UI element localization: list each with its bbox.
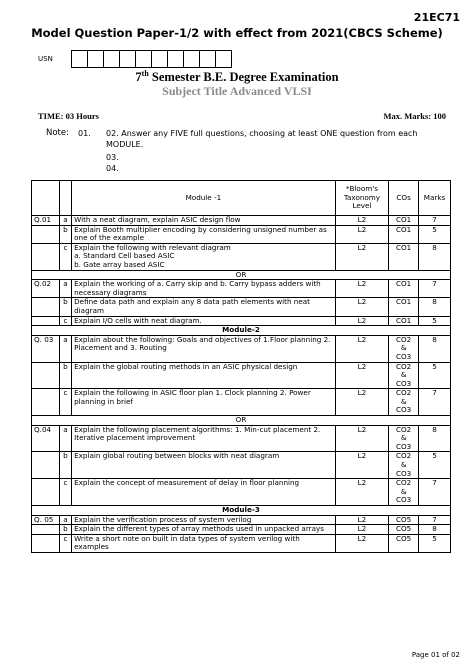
exam-time: TIME: 03 Hours <box>38 111 99 121</box>
course-outcome: CO2 & CO3 <box>389 335 419 362</box>
note-item-04: 04. <box>106 164 119 173</box>
question-number <box>32 452 60 479</box>
note-item-02: 02. Answer any FIVE full questions, choosing at least ONE question from each MODULE. <box>106 129 418 149</box>
question-row <box>32 362 451 389</box>
semester-number: 7 <box>135 70 142 85</box>
course-outcome: CO1 <box>389 225 419 243</box>
usn-box[interactable] <box>199 50 216 68</box>
subject-title: Subject Title Advanced VLSI <box>162 84 312 98</box>
bloom-level: L2 <box>335 298 389 316</box>
bloom-level: L2 <box>335 316 389 326</box>
question-part: b <box>59 298 71 316</box>
question-number <box>32 298 60 316</box>
question-row <box>32 534 451 552</box>
note-label: Note: <box>46 128 69 138</box>
paper-title: Model Question Paper-1/2 with effect from 2021(CBCS Scheme) <box>31 26 443 40</box>
note-item-03: 03. <box>106 153 119 162</box>
question-marks: 5 <box>419 362 451 389</box>
question-marks: 8 <box>419 335 451 362</box>
question-text: Explain the following placement algorithms: 1. Min-cut placement 2. Iterative placement improvement <box>72 425 336 452</box>
bloom-level: L2 <box>335 515 389 525</box>
question-row <box>32 525 451 535</box>
question-marks: 7 <box>419 389 451 416</box>
course-outcome: CO1 <box>389 298 419 316</box>
question-marks: 5 <box>419 316 451 326</box>
bloom-level: L2 <box>335 525 389 535</box>
question-marks: 7 <box>419 515 451 525</box>
header-cos: COs <box>389 181 419 216</box>
note-list <box>78 128 438 176</box>
bloom-level: L2 <box>335 479 389 506</box>
question-number <box>32 362 60 389</box>
question-number: Q. 03 <box>32 335 60 362</box>
question-number: Q. 05 <box>32 515 60 525</box>
module-heading-row <box>32 506 451 516</box>
or-separator: OR <box>32 416 451 426</box>
usn-boxes <box>72 50 232 68</box>
question-part: b <box>59 452 71 479</box>
bloom-level: L2 <box>335 389 389 416</box>
question-part: b <box>59 225 71 243</box>
question-text: Explain about the following: Goals and objectives of 1.Floor planning 2. Placement and 3. Routing <box>72 335 336 362</box>
usn-box[interactable] <box>215 50 232 68</box>
question-part: b <box>59 362 71 389</box>
question-part: c <box>59 243 71 270</box>
question-marks: 5 <box>419 452 451 479</box>
header-part <box>59 181 71 216</box>
question-part: a <box>59 425 71 452</box>
or-separator-row <box>32 416 451 426</box>
usn-label: USN <box>38 55 53 63</box>
course-outcome: CO1 <box>389 316 419 326</box>
question-marks: 5 <box>419 225 451 243</box>
question-number <box>32 479 60 506</box>
course-outcome: CO5 <box>389 534 419 552</box>
question-marks: 7 <box>419 280 451 298</box>
module-heading: Module-2 <box>32 326 451 336</box>
question-text: Write a short note on built in data types of system verilog with examples <box>72 534 336 552</box>
question-marks: 7 <box>419 216 451 226</box>
course-outcome: CO2 & CO3 <box>389 425 419 452</box>
bloom-level: L2 <box>335 280 389 298</box>
question-number: Q.01 <box>32 216 60 226</box>
question-row <box>32 280 451 298</box>
question-number: Q.02 <box>32 280 60 298</box>
usn-box[interactable] <box>71 50 88 68</box>
semester-suffix: th <box>141 69 149 78</box>
bloom-level: L2 <box>335 362 389 389</box>
course-outcome: CO1 <box>389 243 419 270</box>
question-text: Explain the different types of array methods used in unpacked arrays <box>72 525 336 535</box>
course-outcome: CO5 <box>389 515 419 525</box>
question-part: c <box>59 389 71 416</box>
question-marks: 7 <box>419 479 451 506</box>
question-number <box>32 525 60 535</box>
question-table <box>31 180 451 553</box>
question-part: c <box>59 534 71 552</box>
usn-box[interactable] <box>167 50 184 68</box>
question-text: With a neat diagram, explain ASIC design flow <box>72 216 336 226</box>
page-number: Page 01 of 02 <box>411 651 460 659</box>
bloom-level: L2 <box>335 425 389 452</box>
course-outcome: CO2 & CO3 <box>389 362 419 389</box>
question-text: Explain the following in ASIC floor plan 1. Clock planning 2. Power planning in brief <box>72 389 336 416</box>
question-text: Explain the following with relevant diagram a. Standard Cell based ASIC b. Gate array based ASIC <box>72 243 336 270</box>
module-heading: Module-3 <box>32 506 451 516</box>
question-row <box>32 335 451 362</box>
question-number: Q.04 <box>32 425 60 452</box>
question-row <box>32 479 451 506</box>
bloom-level: L2 <box>335 225 389 243</box>
question-number <box>32 316 60 326</box>
semester-heading <box>0 69 474 85</box>
question-marks: 8 <box>419 425 451 452</box>
or-separator: OR <box>32 270 451 280</box>
question-part: a <box>59 216 71 226</box>
question-number <box>32 389 60 416</box>
question-text: Explain Booth multiplier encoding by considering unsigned number as one of the example <box>72 225 336 243</box>
table-header-row <box>32 181 451 216</box>
course-outcome: CO1 <box>389 280 419 298</box>
question-number <box>32 243 60 270</box>
question-row <box>32 425 451 452</box>
question-row <box>32 243 451 270</box>
question-part: c <box>59 316 71 326</box>
course-outcome: CO1 <box>389 216 419 226</box>
question-text: Explain the concept of measurement of delay in floor planning <box>72 479 336 506</box>
course-outcome: CO2 & CO3 <box>389 452 419 479</box>
question-marks: 5 <box>419 534 451 552</box>
question-marks: 8 <box>419 525 451 535</box>
header-qno <box>32 181 60 216</box>
question-part: b <box>59 525 71 535</box>
bloom-level: L2 <box>335 243 389 270</box>
question-number <box>32 534 60 552</box>
usn-box[interactable] <box>135 50 152 68</box>
header-bloom: *Bloom's Taxonomy Level <box>335 181 389 216</box>
question-row <box>32 225 451 243</box>
header-marks: Marks <box>419 181 451 216</box>
bloom-level: L2 <box>335 452 389 479</box>
question-text: Explain the verification process of system verilog <box>72 515 336 525</box>
semester-text: Semester B.E. Degree Examination <box>148 70 339 85</box>
bloom-level: L2 <box>335 216 389 226</box>
bloom-level: L2 <box>335 335 389 362</box>
header-module: Module -1 <box>72 181 336 216</box>
question-row <box>32 452 451 479</box>
usn-box[interactable] <box>151 50 168 68</box>
course-outcome: CO2 & CO3 <box>389 389 419 416</box>
max-marks: Max. Marks: 100 <box>383 111 446 121</box>
question-text: Explain I/O cells with neat diagram. <box>72 316 336 326</box>
question-part: a <box>59 515 71 525</box>
question-row <box>32 389 451 416</box>
usn-box[interactable] <box>183 50 200 68</box>
question-row <box>32 216 451 226</box>
note-item-01: 01. <box>78 129 91 138</box>
question-marks: 8 <box>419 243 451 270</box>
question-text: Explain the global routing methods in an ASIC physical design <box>72 362 336 389</box>
question-marks: 8 <box>419 298 451 316</box>
question-row <box>32 298 451 316</box>
question-part: c <box>59 479 71 506</box>
question-text: Define data path and explain any 8 data path elements with neat diagram <box>72 298 336 316</box>
question-text: Explain global routing between blocks with neat diagram <box>72 452 336 479</box>
course-code: 21EC71 <box>413 11 460 24</box>
question-text: Explain the working of a. Carry skip and b. Carry bypass adders with necessary diagrams <box>72 280 336 298</box>
course-outcome: CO5 <box>389 525 419 535</box>
bloom-level: L2 <box>335 534 389 552</box>
question-part: a <box>59 335 71 362</box>
course-outcome: CO2 & CO3 <box>389 479 419 506</box>
usn-box[interactable] <box>87 50 104 68</box>
module-heading-row <box>32 326 451 336</box>
usn-box[interactable] <box>119 50 136 68</box>
question-number <box>32 225 60 243</box>
question-part: a <box>59 280 71 298</box>
usn-box[interactable] <box>103 50 120 68</box>
question-rows <box>32 216 451 553</box>
